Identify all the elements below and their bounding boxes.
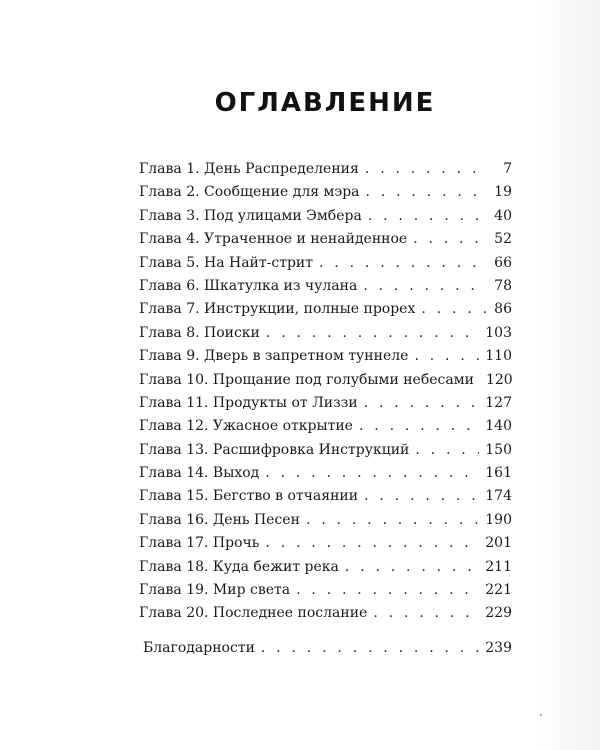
toc-entry-20[interactable] <box>139 602 512 625</box>
toc-entry-page: 150 <box>485 441 512 458</box>
toc-entry-16[interactable] <box>139 509 512 532</box>
toc-entry-title: Глава 18. Куда бежит река <box>139 558 339 575</box>
toc-entry-page: 229 <box>485 605 512 622</box>
acknowledgements-row <box>143 637 512 660</box>
toc-entry-page: 221 <box>485 582 512 599</box>
toc-entry-title: Глава 6. Шкатулка из чулана <box>139 277 358 294</box>
toc-leader-dots <box>306 509 479 532</box>
toc-entry-title: Глава 4. Утраченное и ненайденное <box>139 231 408 248</box>
toc-entry-page: 110 <box>485 348 512 365</box>
toc-entry-page: 127 <box>485 394 512 411</box>
toc-leader-dots <box>265 462 479 485</box>
page-title: ОГЛАВЛЕНИЕ <box>214 88 436 118</box>
toc-entry-title: Глава 1. День Распределения <box>139 161 359 177</box>
toc-entry-5[interactable] <box>139 252 512 275</box>
toc-entry-title: Глава 13. Расшифровка Инструкций <box>139 441 410 458</box>
toc-entry-17[interactable] <box>139 532 512 555</box>
toc-entry-10[interactable] <box>139 369 512 392</box>
toc-entry-page: 66 <box>494 254 512 271</box>
toc-entry-title: Глава 10. Прощание под голубыми небесами <box>139 371 474 388</box>
toc-leader-dots <box>373 602 479 625</box>
acknowledgements-title: Благодарности <box>143 640 255 656</box>
toc-entry-page: 211 <box>485 558 512 575</box>
acknowledgements-page: 239 <box>485 640 512 656</box>
toc-leader-dots <box>421 298 486 321</box>
toc-entry-title: Глава 12. Ужасное открытие <box>139 418 353 435</box>
toc-leader-dots <box>359 415 479 438</box>
toc-entry-page: 52 <box>494 231 512 248</box>
toc-entry-title: Глава 11. Продукты от Лиззи <box>139 394 358 411</box>
toc-leader-dots <box>345 556 479 579</box>
toc-leader-dots <box>365 158 486 181</box>
toc-entry-page: 7 <box>503 161 512 177</box>
toc-leader-dots <box>363 275 486 298</box>
toc-entry-15[interactable] <box>139 485 512 508</box>
toc-leader-dots <box>261 637 479 660</box>
toc-entry-acknowledgements[interactable] <box>143 637 512 660</box>
toc-entry-title: Глава 15. Бегство в отчаянии <box>139 488 359 505</box>
toc-leader-dots <box>319 252 486 275</box>
toc-entry-title: Глава 8. Поиски <box>139 324 260 341</box>
toc-entry-title: Глава 3. Под улицами Эмбера <box>139 207 362 224</box>
toc-entry-title: Глава 2. Сообщение для мэра <box>139 184 360 201</box>
toc-entry-title: Глава 17. Прочь <box>139 535 260 552</box>
toc-entry-7[interactable] <box>139 298 512 321</box>
paper-speck <box>540 714 542 716</box>
toc-entry-page: 190 <box>485 511 512 528</box>
toc-entry-6[interactable] <box>139 275 512 298</box>
toc-entry-title: Глава 19. Мир света <box>139 582 291 599</box>
toc-entry-title: Глава 5. На Найт-стрит <box>139 254 313 271</box>
toc-entry-title: Глава 9. Дверь в запретном туннеле <box>139 348 409 365</box>
toc-leader-dots <box>364 392 480 415</box>
toc-entry-3[interactable] <box>139 205 512 228</box>
toc-entry-18[interactable] <box>139 556 512 579</box>
toc-leader-dots <box>266 322 479 345</box>
toc-entry-page: 201 <box>485 535 512 552</box>
toc-entry-title: Глава 16. День Песен <box>139 511 300 528</box>
toc-entry-page: 40 <box>494 207 512 224</box>
toc-entry-12[interactable] <box>139 415 512 438</box>
toc-entry-page: 140 <box>485 418 512 435</box>
toc-leader-dots <box>414 345 479 368</box>
toc-entry-page: 174 <box>485 488 512 505</box>
toc-entry-19[interactable] <box>139 579 512 602</box>
toc-entry-4[interactable] <box>139 228 512 251</box>
toc-entry-page: 103 <box>485 324 512 341</box>
toc-entry-14[interactable] <box>139 462 512 485</box>
toc-entry-page: 86 <box>494 301 512 318</box>
toc-leader-dots <box>364 485 479 508</box>
toc-leader-dots <box>296 579 479 602</box>
toc-entry-2[interactable] <box>139 181 512 204</box>
toc-entry-9[interactable] <box>139 345 512 368</box>
table-of-contents <box>139 158 512 626</box>
toc-entry-8[interactable] <box>139 322 512 345</box>
toc-entry-13[interactable] <box>139 439 512 462</box>
toc-entry-11[interactable] <box>139 392 512 415</box>
toc-entry-title: Глава 20. Последнее послание <box>139 605 368 622</box>
toc-leader-dots <box>366 181 486 204</box>
toc-entry-page: 19 <box>494 184 512 201</box>
toc-entry-page: 120 <box>485 371 513 388</box>
toc-entry-page: 78 <box>494 277 512 294</box>
toc-entry-1[interactable] <box>139 158 512 181</box>
toc-entry-title: Глава 14. Выход <box>139 465 260 482</box>
toc-entry-page: 161 <box>485 465 512 482</box>
toc-leader-dots <box>413 228 486 251</box>
toc-leader-dots <box>368 205 486 228</box>
toc-leader-dots <box>415 439 479 462</box>
toc-leader-dots <box>265 532 479 555</box>
toc-entry-title: Глава 7. Инструкции, полные прорех <box>139 301 416 318</box>
